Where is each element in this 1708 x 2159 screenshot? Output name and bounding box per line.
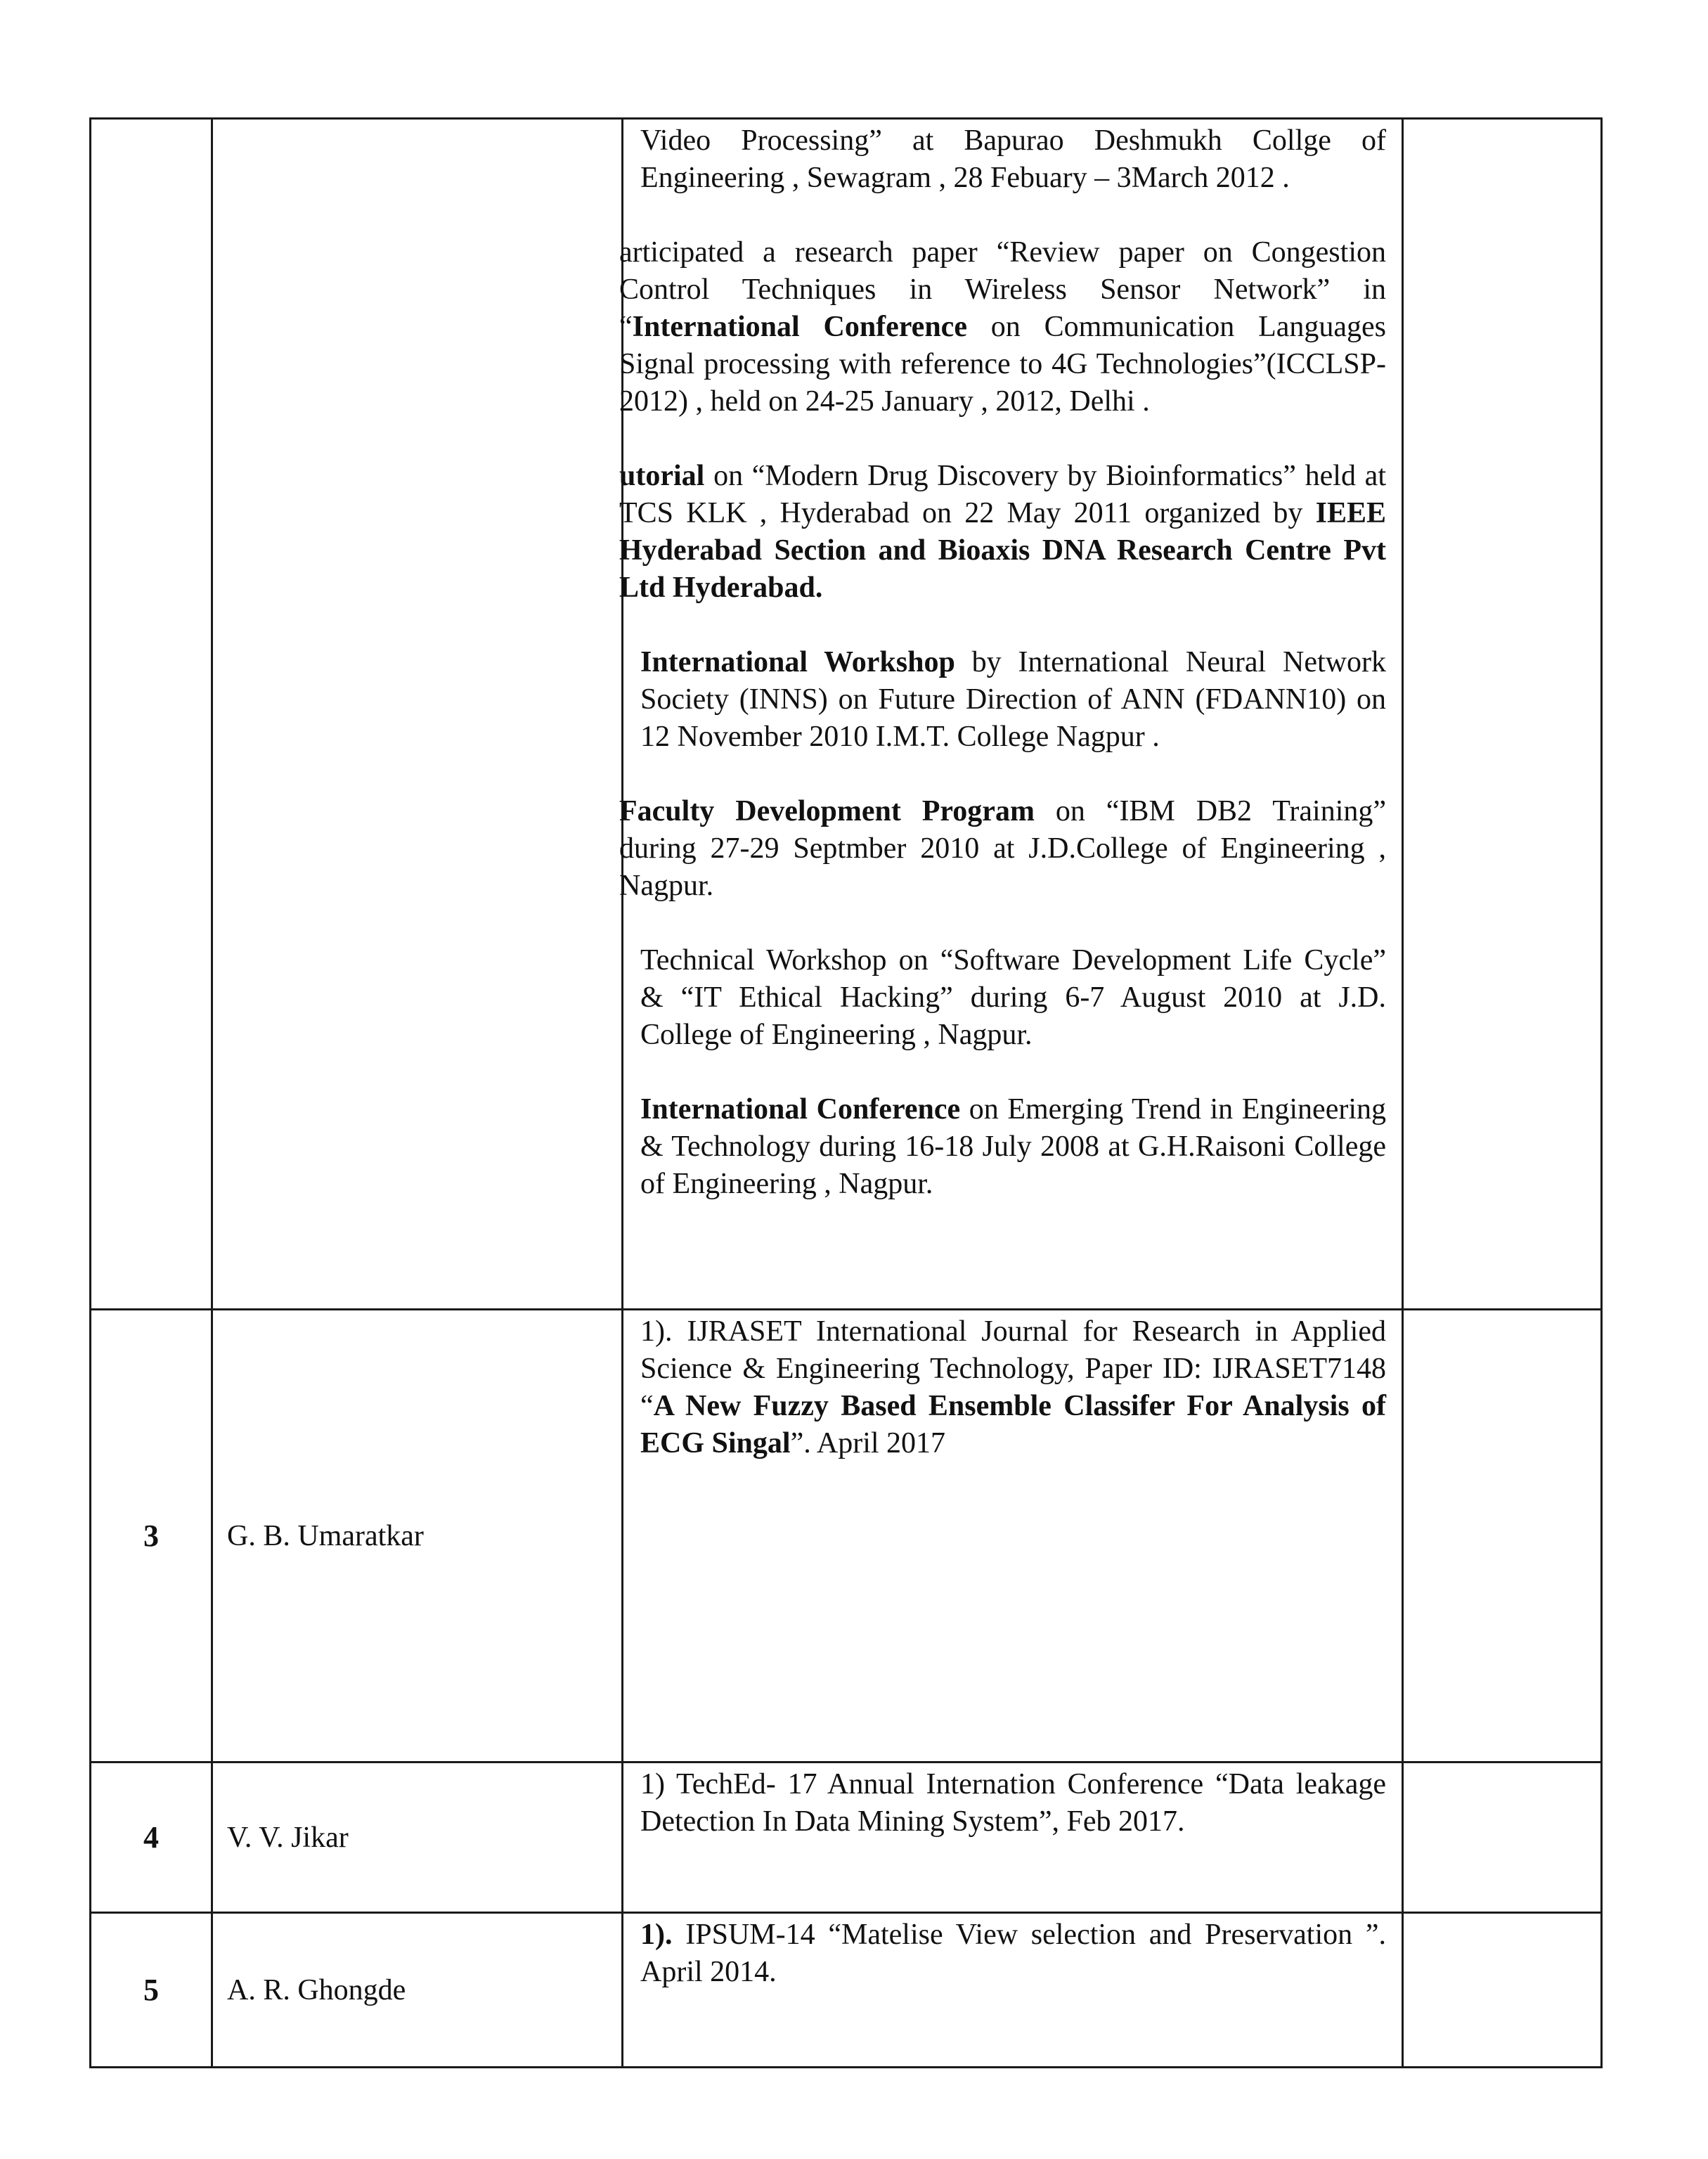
remarks-cell xyxy=(1403,119,1602,1310)
entry-text: Technical Workshop on “Software Development Life Cycle” & “IT Ethical Hacking” during 6-7 August 2010 at J.D. College of Engineering , Nagpur. xyxy=(640,944,1386,1051)
publication-entry xyxy=(640,1091,1386,1203)
faculty-name-cell xyxy=(212,119,623,1310)
bold-text: International Conference xyxy=(632,311,967,343)
entry-text: 1) TechEd- 17 Annual Internation Conference “Data leakage Detection In Data Mining System”, Feb 2017. xyxy=(640,1768,1386,1838)
table-row xyxy=(91,1913,1602,2068)
bold-text: utorial xyxy=(619,460,705,492)
entry-text: on Emerging Trend in Engineering & Technology during 16-18 July 2008 at G.H.Raisoni College of Engineering , Nagpur. xyxy=(640,1093,1386,1200)
serial-number-cell: 5 xyxy=(91,1913,212,2068)
remarks-cell xyxy=(1403,1913,1602,2068)
faculty-name-cell: G. B. Umaratkar xyxy=(212,1310,623,1762)
entry-text: on Communication Languages Signal processing with reference to 4G Technologies”(ICCLSP-2012) , held on 24-25 January , 2012, Delhi . xyxy=(619,311,1386,418)
faculty-publications-table xyxy=(89,117,1603,2068)
table-row xyxy=(91,119,1602,1310)
publication-entry xyxy=(619,458,1386,607)
entry-text: IPSUM-14 “Matelise View selection and Preservation ”. April 2014. xyxy=(640,1919,1386,1988)
bold-text: International Conference xyxy=(640,1093,961,1126)
entry-text: on “IBM DB2 Training” during 27-29 Septmber 2010 at J.D.College of Engineering , Nagpur. xyxy=(619,795,1387,902)
table-row xyxy=(91,1762,1602,1913)
bold-text: International Workshop xyxy=(640,646,955,678)
publication-entry xyxy=(640,1916,1386,1991)
bold-text: IEEE Hyderabad Section and Bioaxis DNA Research Centre Pvt Ltd Hyderabad. xyxy=(619,497,1386,604)
publication-entry xyxy=(619,793,1386,905)
serial-number-cell: 3 xyxy=(91,1310,212,1762)
entry-text: by International Neural Network Society (INNS) on Future Direction of ANN (FDANN10) on 12 November 2010 I.M.T. College Nagpur . xyxy=(640,646,1386,753)
publication-entry xyxy=(640,1766,1386,1841)
publication-details-cell xyxy=(623,1913,1403,2068)
bold-text: A New Fuzzy Based Ensemble Classifer For Analysis of ECG Singal xyxy=(640,1390,1386,1459)
bold-text: 1). xyxy=(640,1919,673,1951)
publication-entry xyxy=(640,942,1386,1054)
publication-details-cell xyxy=(623,1310,1403,1762)
publication-entry xyxy=(640,1313,1386,1462)
serial-number-cell xyxy=(91,119,212,1310)
faculty-name-cell: A. R. Ghongde xyxy=(212,1913,623,2068)
bold-text: Faculty Development Program xyxy=(619,795,1035,827)
publication-entry xyxy=(640,122,1386,197)
publication-entry xyxy=(640,644,1386,756)
publication-details-cell xyxy=(623,1762,1403,1913)
remarks-cell xyxy=(1403,1310,1602,1762)
entry-text: on “Modern Drug Discovery by Bioinformatics” held at TCS KLK , Hyderabad on 22 May 2011 organized by xyxy=(619,460,1386,529)
entry-text: ”. April 2017 xyxy=(790,1427,946,1459)
entry-text: Video Processing” at Bapurao Deshmukh Collge of Engineering , Sewagram , 28 Febuary – 3March 2012 . xyxy=(640,124,1386,194)
publication-details-cell xyxy=(619,119,1403,1310)
entry-text: articipated a research paper “Review paper on Congestion Control Techniques in Wireless Sensor Network” in “ xyxy=(619,236,1386,343)
remarks-cell xyxy=(1403,1762,1602,1913)
publication-entry xyxy=(619,234,1386,420)
faculty-name-cell: V. V. Jikar xyxy=(212,1762,623,1913)
table-row xyxy=(91,1310,1602,1762)
entry-text: 1). IJRASET International Journal for Research in Applied Science & Engineering Technology, Paper ID: IJRASET7148 “ xyxy=(640,1315,1386,1422)
serial-number-cell: 4 xyxy=(91,1762,212,1913)
